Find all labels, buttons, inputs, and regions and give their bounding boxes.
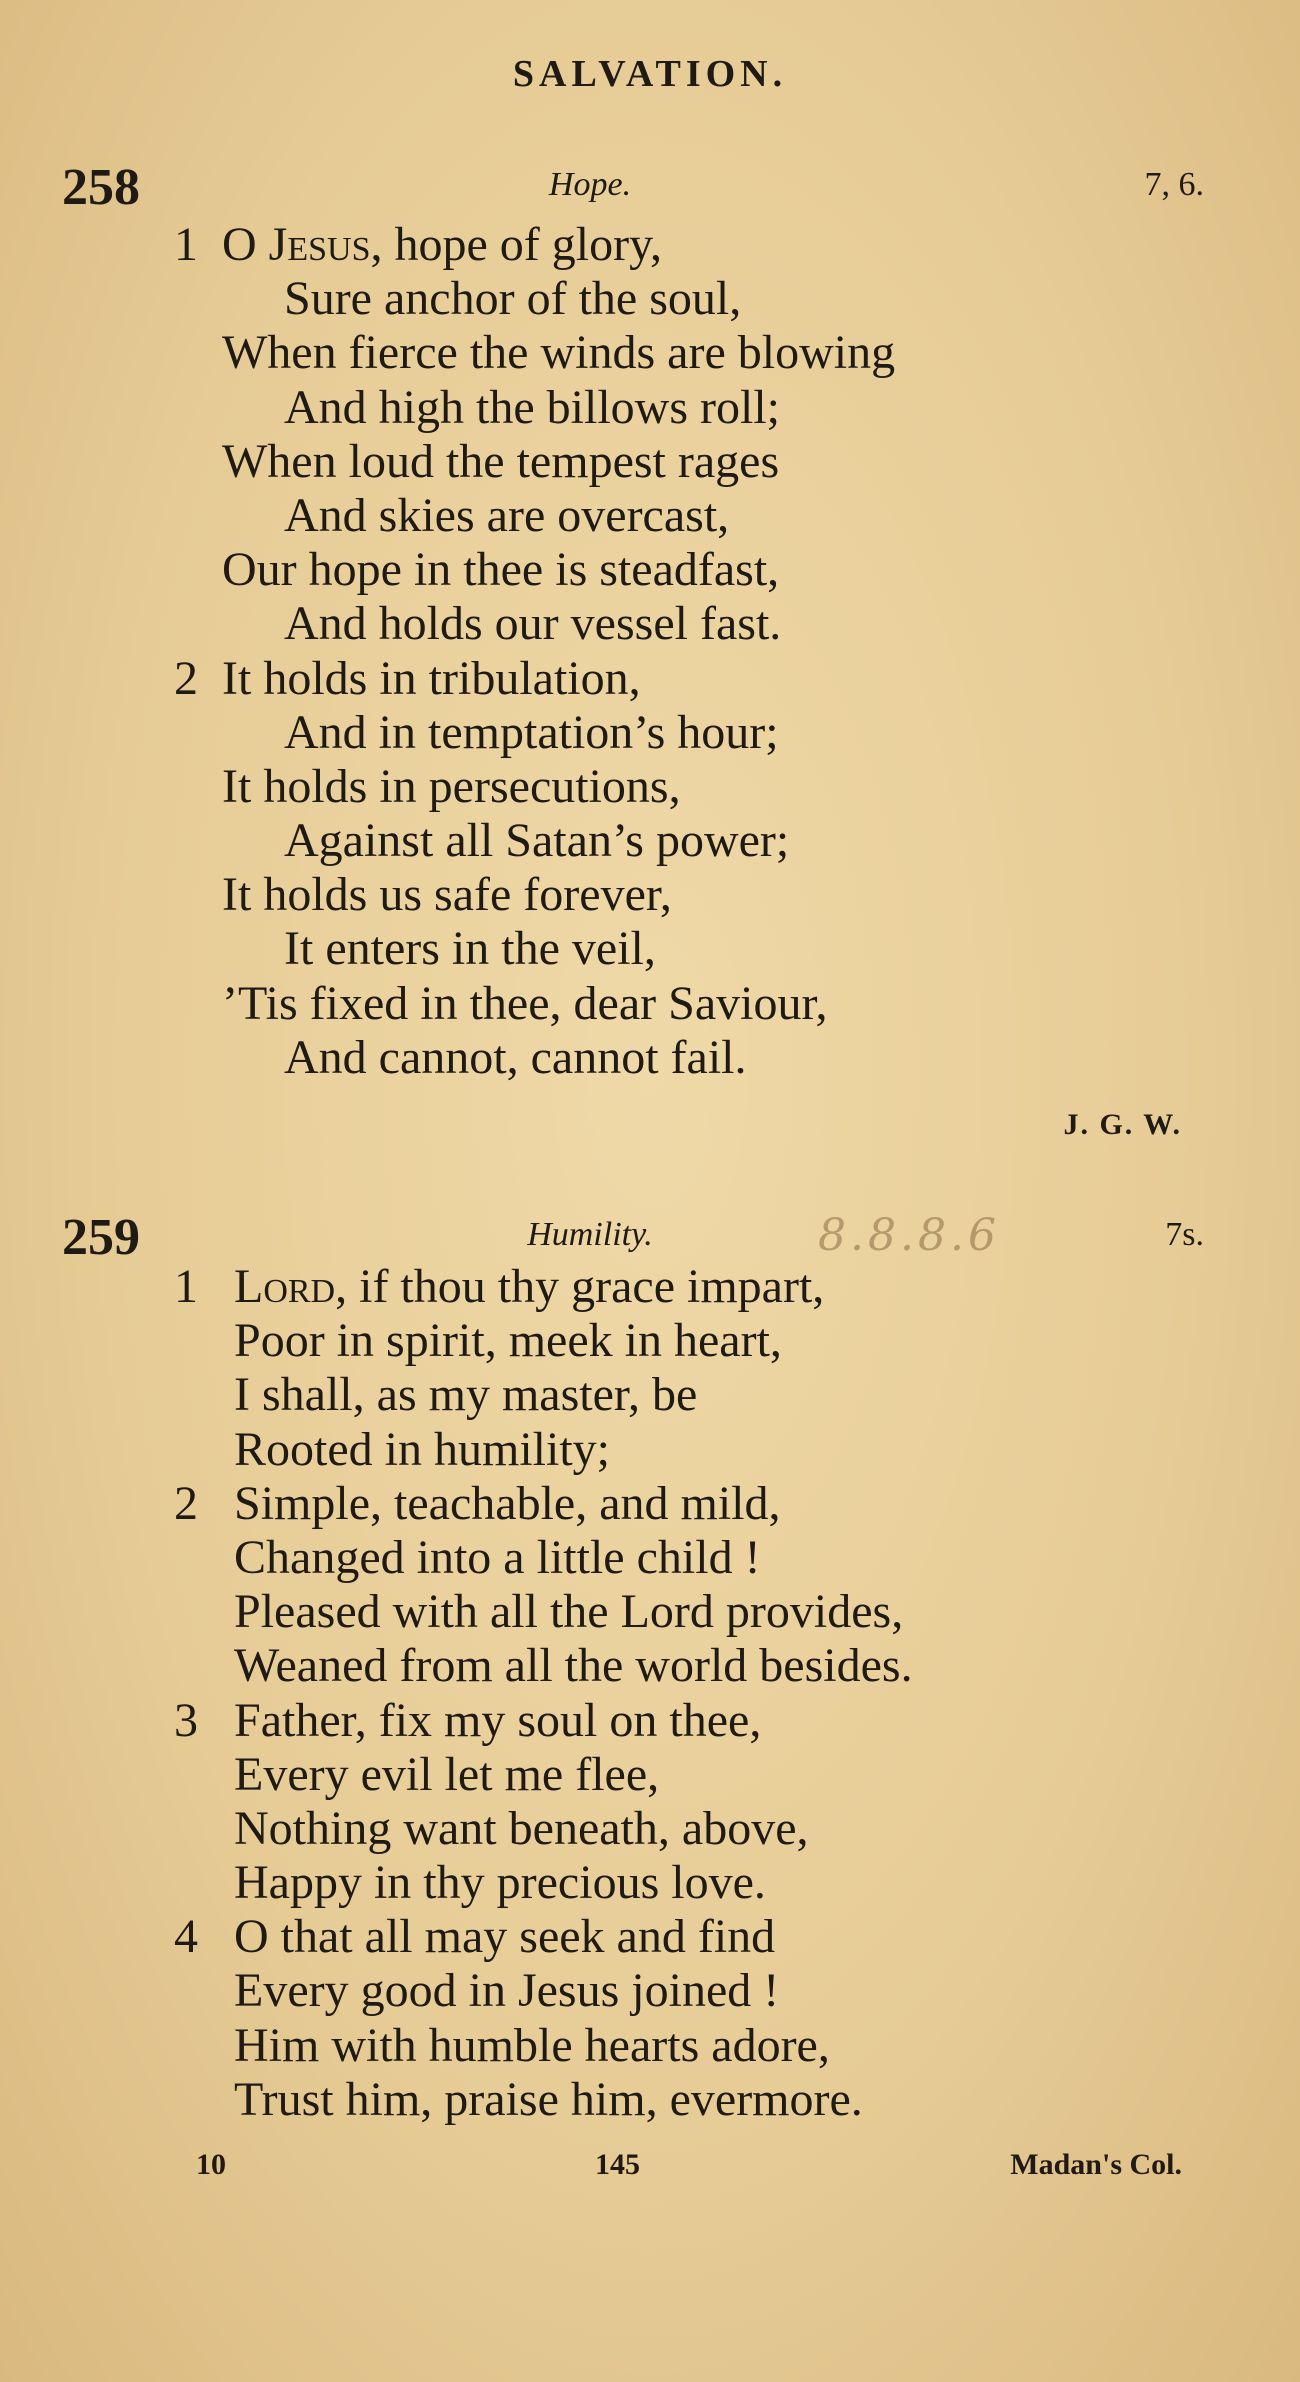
hymn-line	[0, 1585, 1300, 1639]
line-text: Trust him, praise him, evermore.	[234, 2072, 863, 2126]
hymn-number: 258	[62, 159, 140, 216]
hymn-line	[0, 1031, 1300, 1085]
small-caps-word: Jesus	[268, 218, 371, 271]
line-text: I shall, as my master, be	[234, 1368, 698, 1422]
hymn-line	[0, 2019, 1300, 2073]
hymn-attribution: J. G. W.	[1063, 1108, 1182, 1141]
line-text: Rooted in humility;	[234, 1422, 611, 1476]
hymn-line	[0, 543, 1300, 597]
line-text: Poor in spirit, meek in heart,	[234, 1314, 782, 1368]
verse-number: 1	[174, 218, 198, 271]
line-text: Father, fix my soul on thee,	[234, 1693, 762, 1747]
line-text: Happy in thy precious love.	[234, 1856, 766, 1910]
line-text: And cannot, cannot fail.	[284, 1030, 747, 1084]
line-text: And in temptation’s hour;	[284, 705, 779, 759]
hymn-line	[0, 489, 1300, 543]
hymn-line	[0, 1748, 1300, 1802]
hymn-line	[0, 706, 1300, 760]
page-footer	[0, 2148, 1300, 2188]
hymn-259-body	[0, 1260, 1300, 2127]
line-text: Every good in Jesus joined !	[234, 1964, 780, 2018]
hymn-line	[0, 1694, 1300, 1748]
line-text: It holds in persecutions,	[222, 759, 681, 813]
line-text: Nothing want beneath, above,	[234, 1801, 809, 1855]
hymn-line	[0, 597, 1300, 651]
verse-number: 2	[174, 1476, 198, 1530]
hymn-line	[0, 814, 1300, 868]
hymn-line	[0, 922, 1300, 976]
hymn-line	[0, 218, 1300, 272]
verse-number: 1	[174, 1260, 198, 1313]
page-number: 145	[595, 2148, 640, 2181]
line-text: O that all may seek and find	[234, 1910, 776, 1964]
line-text: And holds our vessel fast.	[284, 597, 782, 651]
collection-credit: Madan's Col.	[1010, 2148, 1182, 2181]
line-text: Our hope in thee is steadfast,	[222, 543, 780, 597]
line-text: Him with humble hearts adore,	[234, 2018, 830, 2072]
handwritten-meter-annotation: 8.8.8.6	[818, 1210, 1000, 1261]
verse-number: 3	[174, 1693, 198, 1747]
line-text: Sure anchor of the soul,	[284, 272, 742, 326]
hymn-line	[0, 1477, 1300, 1531]
hymn-title: Hope.	[548, 166, 632, 203]
hymn-line	[0, 1260, 1300, 1314]
line-text: Every evil let me flee,	[234, 1747, 660, 1801]
hymn-title: Humility.	[527, 1216, 653, 1253]
line-text: Changed into a little child !	[234, 1530, 761, 1584]
line-text: It holds in tribulation,	[222, 651, 641, 705]
hymn-line	[0, 326, 1300, 380]
hymn-258-header	[0, 158, 1300, 218]
line-text	[234, 1260, 824, 1314]
line-text: ’Tis fixed in thee, dear Saviour,	[222, 976, 828, 1030]
line-text: Simple, teachable, and mild,	[234, 1476, 781, 1530]
line-text: Pleased with all the Lord provides,	[234, 1585, 904, 1639]
line-lead: O	[222, 218, 269, 271]
hymn-line	[0, 1856, 1300, 1910]
line-text: Against all Satan’s power;	[284, 814, 790, 868]
running-head: SALVATION.	[512, 53, 788, 95]
line-text: Weaned from all the world besides.	[234, 1639, 913, 1693]
hymn-line	[0, 2073, 1300, 2127]
line-text: And skies are overcast,	[284, 488, 730, 542]
hymn-line	[0, 435, 1300, 489]
line-text: When fierce the winds are blowing	[222, 326, 896, 380]
line-text: It holds us safe forever,	[222, 868, 672, 922]
hymn-line	[0, 1368, 1300, 1422]
hymn-line	[0, 1531, 1300, 1585]
hymn-line	[0, 1314, 1300, 1368]
hymn-line	[0, 1639, 1300, 1693]
hymn-258-body	[0, 218, 1300, 1085]
signature-mark: 10	[196, 2148, 226, 2181]
line-text: When loud the tempest rages	[222, 434, 780, 488]
hymn-line	[0, 381, 1300, 435]
line-rest: , hope of glory,	[370, 218, 662, 271]
line-text	[222, 218, 662, 272]
hymn-259-header	[0, 1208, 1300, 1268]
hymn-meter: 7s.	[1165, 1216, 1204, 1253]
hymn-line	[0, 1423, 1300, 1477]
hymn-line	[0, 1964, 1300, 2018]
line-text: It enters in the veil,	[284, 922, 656, 976]
verse-number: 4	[174, 1910, 198, 1964]
line-text: And high the billows roll;	[284, 380, 780, 434]
hymn-line	[0, 977, 1300, 1031]
hymn-line	[0, 760, 1300, 814]
hymn-line	[0, 272, 1300, 326]
hymn-meter: 7, 6.	[1144, 166, 1204, 203]
hymn-line	[0, 1802, 1300, 1856]
line-rest: , if thou thy grace impart,	[335, 1260, 825, 1313]
hymn-line	[0, 868, 1300, 922]
hymn-line	[0, 1910, 1300, 1964]
hymn-number: 259	[62, 1209, 140, 1266]
small-caps-word: Lord	[234, 1260, 336, 1313]
hymn-line	[0, 652, 1300, 706]
verse-number: 2	[174, 651, 198, 705]
